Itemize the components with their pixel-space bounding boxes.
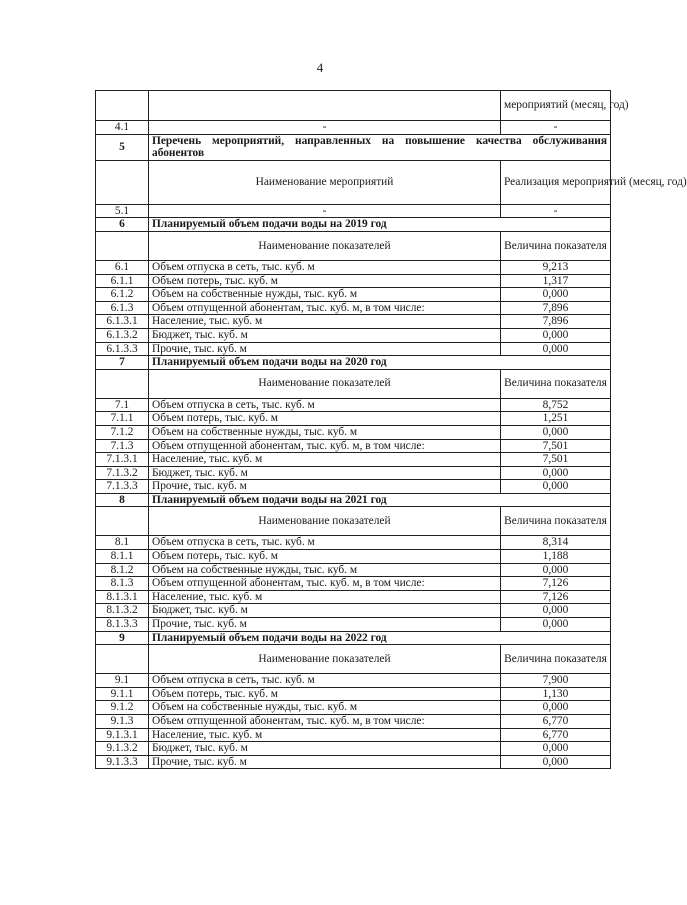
section-number: 7: [96, 356, 149, 370]
column-header-num: [96, 645, 149, 674]
row-num: 6.1: [96, 260, 149, 274]
row-value: 7,896: [501, 315, 611, 329]
row-num: 8.1.3: [96, 577, 149, 591]
row-value: 9,213: [501, 260, 611, 274]
row-value: 0,000: [501, 701, 611, 715]
row-value: 7,501: [501, 439, 611, 453]
section-number: 5: [96, 134, 149, 160]
row-value: 0,000: [501, 288, 611, 302]
row-num: 8.1.1: [96, 550, 149, 564]
row-name: Объем отпущенной абонентам, тыс. куб. м, в том числе:: [149, 439, 501, 453]
row-num: 6.1.2: [96, 288, 149, 302]
table-row: [96, 288, 611, 302]
table-row: [96, 121, 611, 135]
row-num: 7.1.3.2: [96, 466, 149, 480]
row-value: 0,000: [501, 425, 611, 439]
column-header-num: [96, 231, 149, 260]
table-row: [96, 618, 611, 632]
section-number: 9: [96, 631, 149, 645]
row-name: -: [149, 204, 501, 218]
row-name: Население, тыс. куб. м: [149, 590, 501, 604]
row-num: 9.1.3.3: [96, 755, 149, 769]
row-name: Прочие, тыс. куб. м: [149, 342, 501, 356]
row-num: 9.1.3.2: [96, 742, 149, 756]
row-value: 8,752: [501, 398, 611, 412]
row-num: 7.1.3: [96, 439, 149, 453]
table-row: [96, 453, 611, 467]
row-value: 1,251: [501, 412, 611, 426]
column-header-value: Реализация мероприятий (месяц, год): [501, 160, 611, 204]
row-num: 8.1.3.2: [96, 604, 149, 618]
row-name: Население, тыс. куб. м: [149, 728, 501, 742]
row-name: Объем отпущенной абонентам, тыс. куб. м, в том числе:: [149, 577, 501, 591]
column-header-row: [96, 160, 611, 204]
row-value: 0,000: [501, 618, 611, 632]
column-header-row: [96, 231, 611, 260]
section-header-row: [96, 218, 611, 232]
row-name: Бюджет, тыс. куб. м: [149, 742, 501, 756]
row-name: Объем отпуска в сеть, тыс. куб. м: [149, 260, 501, 274]
row-name: Объем потерь, тыс. куб. м: [149, 687, 501, 701]
row-value: 6,770: [501, 715, 611, 729]
table-row: [96, 715, 611, 729]
section-title: Перечень мероприятий, направленных на повышение качества обслуживания абонентов: [149, 134, 611, 160]
row-name: Объем потерь, тыс. куб. м: [149, 274, 501, 288]
table-row: [96, 742, 611, 756]
row-name: -: [149, 121, 501, 135]
row-name: Объем отпущенной абонентам, тыс. куб. м, в том числе:: [149, 715, 501, 729]
table-row: [96, 550, 611, 564]
column-header-name: Наименование показателей: [149, 507, 501, 536]
row-num: 6.1.1: [96, 274, 149, 288]
row-num: 7.1.1: [96, 412, 149, 426]
section-number: 8: [96, 493, 149, 507]
row-num: 9.1.1: [96, 687, 149, 701]
column-header-name: Наименование мероприятий: [149, 160, 501, 204]
row-name: Объем на собственные нужды, тыс. куб. м: [149, 563, 501, 577]
table-row: [96, 563, 611, 577]
column-header-num: [96, 369, 149, 398]
row-name: Объем потерь, тыс. куб. м: [149, 550, 501, 564]
row-value: 1,130: [501, 687, 611, 701]
section-header-row: [96, 356, 611, 370]
table-row: [96, 204, 611, 218]
row-num: 7.1.2: [96, 425, 149, 439]
row-value: -: [501, 121, 611, 135]
row-value: 0,000: [501, 755, 611, 769]
table-row: [96, 439, 611, 453]
column-header-name: Наименование показателей: [149, 645, 501, 674]
row-value: 8,314: [501, 536, 611, 550]
row-num: 4.1: [96, 121, 149, 135]
row-name: Объем потерь, тыс. куб. м: [149, 412, 501, 426]
row-num: 8.1.2: [96, 563, 149, 577]
row-value: 6,770: [501, 728, 611, 742]
column-header-value: Величина показателя: [501, 369, 611, 398]
page-number: 4: [316, 60, 324, 75]
column-header-row: [96, 645, 611, 674]
row-name: Прочие, тыс. куб. м: [149, 618, 501, 632]
row-name: Объем на собственные нужды, тыс. куб. м: [149, 701, 501, 715]
row-value: 1,317: [501, 274, 611, 288]
section-title: Планируемый объем подачи воды на 2020 год: [149, 356, 611, 370]
row-value: 0,000: [501, 742, 611, 756]
row-name: Население, тыс. куб. м: [149, 453, 501, 467]
row-num: 5.1: [96, 204, 149, 218]
row-name: Население, тыс. куб. м: [149, 315, 501, 329]
table-row: [96, 536, 611, 550]
row-name: Прочие, тыс. куб. м: [149, 480, 501, 494]
column-header-value: Величина показателя: [501, 645, 611, 674]
row-num: 9.1: [96, 674, 149, 688]
table-row: [96, 674, 611, 688]
row-num: [96, 91, 149, 121]
row-name: Объем на собственные нужды, тыс. куб. м: [149, 425, 501, 439]
column-header-row: [96, 507, 611, 536]
row-value: 7,126: [501, 590, 611, 604]
table-row: [96, 687, 611, 701]
continuation-row: [96, 91, 611, 121]
table-row: [96, 466, 611, 480]
table-row: [96, 398, 611, 412]
table-row: [96, 412, 611, 426]
measures-table: [95, 90, 687, 769]
row-value: -: [501, 204, 611, 218]
row-num: 6.1.3.3: [96, 342, 149, 356]
column-header-name: Наименование показателей: [149, 231, 501, 260]
section-title: Планируемый объем подачи воды на 2019 год: [149, 218, 611, 232]
row-name: [149, 91, 501, 121]
table-row: [96, 315, 611, 329]
row-num: 6.1.3: [96, 301, 149, 315]
column-header-value: Величина показателя: [501, 507, 611, 536]
table-row: [96, 755, 611, 769]
row-value: 0,000: [501, 466, 611, 480]
row-num: 6.1.3.2: [96, 328, 149, 342]
row-value: мероприятий (месяц, год): [501, 91, 611, 121]
column-header-num: [96, 160, 149, 204]
table-row: [96, 260, 611, 274]
row-name: Объем отпуска в сеть, тыс. куб. м: [149, 536, 501, 550]
row-name: Бюджет, тыс. куб. м: [149, 604, 501, 618]
row-value: 7,896: [501, 301, 611, 315]
table-row: [96, 480, 611, 494]
row-name: Объем на собственные нужды, тыс. куб. м: [149, 288, 501, 302]
table-row: [96, 590, 611, 604]
section-number: 6: [96, 218, 149, 232]
row-value: 7,900: [501, 674, 611, 688]
row-num: 9.1.3: [96, 715, 149, 729]
row-value: 0,000: [501, 604, 611, 618]
table-row: [96, 328, 611, 342]
column-header-name: Наименование показателей: [149, 369, 501, 398]
row-value: 1,188: [501, 550, 611, 564]
section-title: Планируемый объем подачи воды на 2021 год: [149, 493, 611, 507]
row-value: 0,000: [501, 480, 611, 494]
row-num: 7.1.3.3: [96, 480, 149, 494]
row-num: 8.1.3.1: [96, 590, 149, 604]
column-header-value: Величина показателя: [501, 231, 611, 260]
row-value: 0,000: [501, 563, 611, 577]
table-row: [96, 274, 611, 288]
row-num: 6.1.3.1: [96, 315, 149, 329]
table-row: [96, 604, 611, 618]
row-name: Бюджет, тыс. куб. м: [149, 328, 501, 342]
row-value: 0,000: [501, 342, 611, 356]
section-header-row: [96, 631, 611, 645]
row-num: 9.1.2: [96, 701, 149, 715]
row-num: 8.1.3.3: [96, 618, 149, 632]
table-row: [96, 342, 611, 356]
row-name: Объем отпуска в сеть, тыс. куб. м: [149, 674, 501, 688]
row-num: 8.1: [96, 536, 149, 550]
table-row: [96, 728, 611, 742]
table-row: [96, 577, 611, 591]
row-num: 9.1.3.1: [96, 728, 149, 742]
row-name: Прочие, тыс. куб. м: [149, 755, 501, 769]
row-name: Объем отпущенной абонентам, тыс. куб. м, в том числе:: [149, 301, 501, 315]
table-row: [96, 701, 611, 715]
section-header-row: [96, 134, 611, 160]
section-title: Планируемый объем подачи воды на 2022 год: [149, 631, 611, 645]
table-row: [96, 301, 611, 315]
row-name: Бюджет, тыс. куб. м: [149, 466, 501, 480]
row-value: 0,000: [501, 328, 611, 342]
row-num: 7.1.3.1: [96, 453, 149, 467]
row-value: 7,501: [501, 453, 611, 467]
column-header-num: [96, 507, 149, 536]
table-row: [96, 425, 611, 439]
column-header-row: [96, 369, 611, 398]
row-name: Объем отпуска в сеть, тыс. куб. м: [149, 398, 501, 412]
section-header-row: [96, 493, 611, 507]
row-value: 7,126: [501, 577, 611, 591]
row-num: 7.1: [96, 398, 149, 412]
